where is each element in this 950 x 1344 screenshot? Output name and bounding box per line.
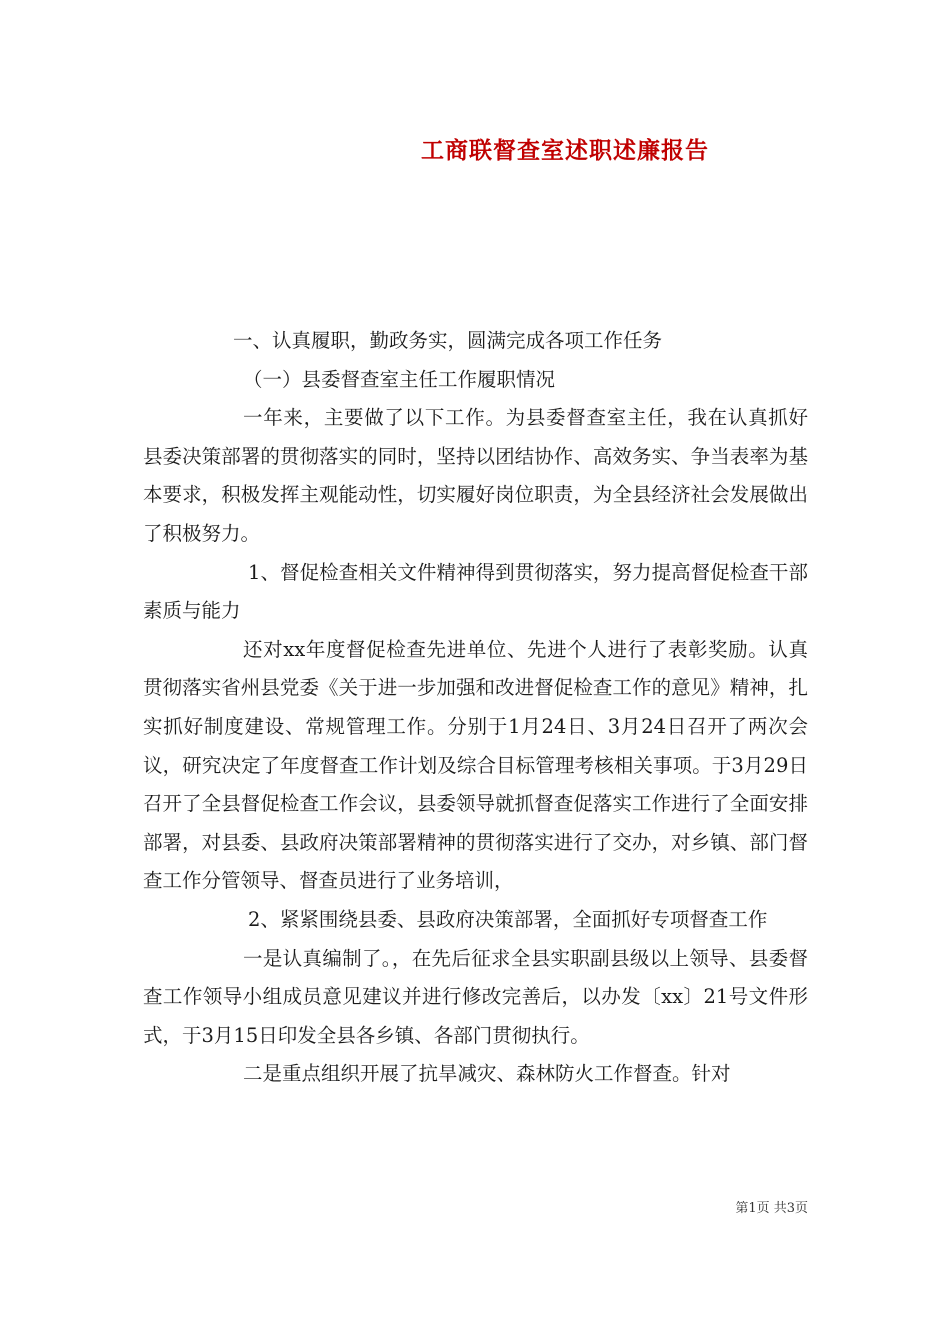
paragraph: 一年来，主要做了以下工作。为县委督查室主任，我在认真抓好县委决策部署的贯彻落实的同时，坚持以团结协作、高效务实、争当表率为基本要求，积极发挥主观能动性，切实履好岗位职责，为全县经济社会发展做出了积极努力。 bbox=[143, 406, 808, 545]
paragraph: 二是重点组织开展了抗旱减灾、森林防火工作督查。针对 bbox=[243, 1062, 731, 1086]
document-body bbox=[143, 322, 808, 1094]
numbered-item-heading: 1、督促检查相关文件精神得到贯彻落实，努力提高督促检查干部素质与能力 bbox=[143, 560, 808, 623]
page-number: 第1页 共3页 bbox=[735, 1201, 808, 1216]
section-heading: 一、认真履职，勤政务实，圆满完成各项工作任务 bbox=[233, 329, 663, 352]
document-title: 工商联督查室述职述廉报告 bbox=[421, 137, 709, 164]
paragraph: 一是认真编制了。，在先后征求全县实职副县级以上领导、县委督查工作领导小组成员意见建议并进行修改完善后，以办发〔xx〕21号文件形式，于3月15日印发全县各乡镇、各部门贯彻执行。 bbox=[143, 946, 808, 1047]
subsection-heading: （一）县委督查室主任工作履职情况 bbox=[243, 367, 556, 391]
paragraph: 还对xx年度督促检查先进单位、先进个人进行了表彰奖励。认真贯彻落实省州县党委《关于进一步加强和改进督促检查工作的意见》精神，扎实抓好制度建设、常规管理工作。分别于1月24日、3月24日召开了两次会议，研究决定了年度督查工作计划及综合目标管理考核相关事项。于3月29日召开了全县督促检查工作会议，县委领导就抓督查促落实工作进行了全面安排部署，对县委、县政府决策部署精神的贯彻落实进行了交办，对乡镇、部门督查工作分管领导、督查员进行了业务培训， bbox=[143, 637, 808, 893]
numbered-item-heading: 2、紧紧围绕县委、县政府决策部署，全面抓好专项督查工作 bbox=[248, 907, 768, 931]
